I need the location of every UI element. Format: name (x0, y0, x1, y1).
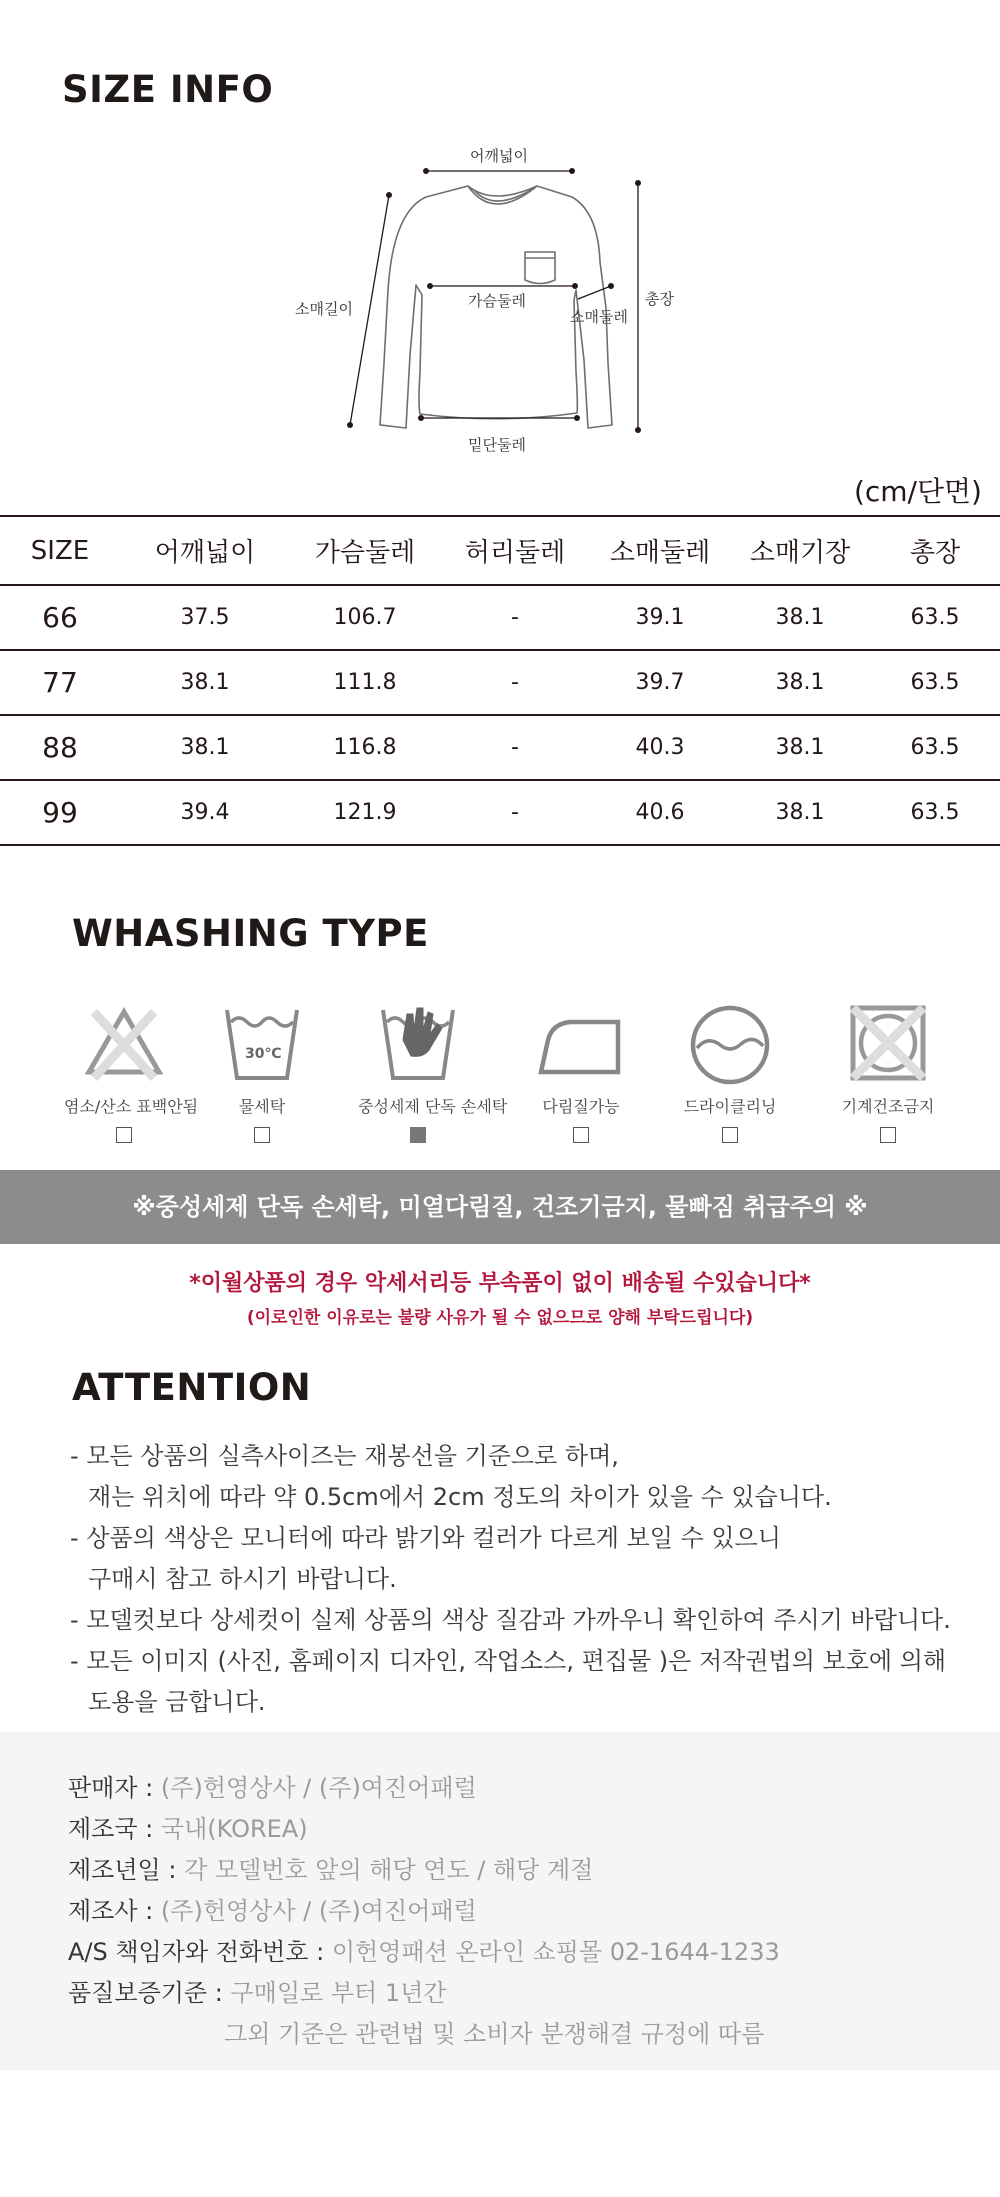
wash-label: 드라이클리닝 (683, 1097, 777, 1116)
wash-item-no-bleach (64, 1000, 199, 1143)
cell-sleeve-length: 38.1 (730, 780, 870, 845)
no-tumble-dry-icon (843, 1000, 933, 1090)
cell-total-length: 63.5 (870, 585, 1000, 650)
diagram-label-chest: 가슴둘레 (468, 292, 526, 310)
wash-label: 염소/산소 표백안됨 (64, 1097, 199, 1116)
washing-title: WHASHING TYPE (72, 912, 429, 955)
cell-chest: 106.7 (290, 585, 440, 650)
diagram-label-shoulder: 어깨넓이 (470, 147, 528, 165)
wash-item-water-wash (202, 1000, 322, 1143)
info-seller: 판매자 : (주)헌영상사 / (주)여진어패럴 (68, 1774, 477, 1802)
size-info-title: SIZE INFO (62, 68, 274, 111)
hand-wash-icon (373, 1000, 463, 1090)
cell-size: 99 (0, 780, 120, 845)
info-warranty: 품질보증기준 : 구매일로 부터 1년간 (68, 1979, 447, 2007)
attention-title: ATTENTION (72, 1366, 312, 1409)
cell-waist: - (440, 585, 590, 650)
cell-sleeve-round: 40.6 (590, 780, 730, 845)
attention-line: - 모든 상품의 실측사이즈는 재봉선을 기준으로 하며, (70, 1442, 619, 1470)
garment-pocket (525, 252, 555, 284)
water-wash-30-icon (217, 1000, 307, 1090)
table-row (0, 650, 1000, 715)
cell-sleeve-length: 38.1 (730, 585, 870, 650)
cell-sleeve-length: 38.1 (730, 650, 870, 715)
no-bleach-icon (79, 1000, 169, 1090)
info-other: 그외 기준은 관련법 및 소비자 분쟁해결 규정에 따름 (224, 2020, 765, 2048)
diagram-label-sleeve-round: 소매둘레 (570, 308, 628, 326)
header-shoulder: 어깨넓이 (120, 516, 290, 585)
outlet-notice-sub: (이로인한 이유로는 불량 사유가 될 수 없으므로 양해 부탁드립니다) (246, 1308, 754, 1328)
cell-total-length: 63.5 (870, 715, 1000, 780)
wash-label: 중성세제 단독 손세탁 (358, 1097, 508, 1116)
cell-size: 77 (0, 650, 120, 715)
iron-icon (536, 1000, 626, 1090)
outlet-notice: *이월상품의 경우 악세서리등 부속품이 없이 배송될 수있습니다* (189, 1271, 811, 1296)
cell-waist: - (440, 650, 590, 715)
cell-chest: 111.8 (290, 650, 440, 715)
attention-line: - 모델컷보다 상세컷이 실제 상품의 색상 질감과 가까우니 확인하여 주시기 바랍니다. (70, 1606, 951, 1634)
header-waist: 허리둘레 (440, 516, 590, 585)
cell-waist: - (440, 715, 590, 780)
size-table-header (0, 516, 1000, 585)
cell-chest: 121.9 (290, 780, 440, 845)
diagram-label-sleeve-length: 소매길이 (295, 300, 353, 318)
cell-shoulder: 39.4 (120, 780, 290, 845)
unit-label: (cm/단면) (853, 475, 982, 508)
wash-checkbox (722, 1127, 738, 1143)
info-country: 제조국 : 국내(KOREA) (68, 1815, 308, 1843)
wash-label: 다림질가능 (542, 1097, 620, 1116)
wash-checkbox-checked (410, 1127, 426, 1143)
diagram-label-total-length: 총장 (645, 290, 674, 308)
wash-checkbox (573, 1127, 589, 1143)
cell-size: 88 (0, 715, 120, 780)
wash-temperature: 30℃ (245, 1046, 282, 1062)
cell-chest: 116.8 (290, 715, 440, 780)
attention-line: 재는 위치에 따라 약 0.5cm에서 2cm 정도의 차이가 있을 수 있습니다. (88, 1483, 832, 1511)
cell-sleeve-round: 39.1 (590, 585, 730, 650)
table-row (0, 715, 1000, 780)
attention-line: - 상품의 색상은 모니터에 따라 밝기와 컬러가 다르게 보일 수 있으니 (70, 1524, 781, 1552)
cell-sleeve-round: 40.3 (590, 715, 730, 780)
wash-item-no-tumble-dry (828, 1000, 948, 1143)
wash-label: 기계건조금지 (841, 1097, 935, 1116)
cell-sleeve-length: 38.1 (730, 715, 870, 780)
attention-line: - 모든 이미지 (사진, 홈페이지 디자인, 작업소스, 편집물 )은 저작권법의 보호에 의해 (70, 1647, 947, 1675)
cell-sleeve-round: 39.7 (590, 650, 730, 715)
cell-shoulder: 38.1 (120, 650, 290, 715)
care-banner: ※중성세제 단독 손세탁, 미열다림질, 건조기금지, 물빠짐 취급주의 ※ (0, 1170, 1000, 1244)
wash-checkbox (254, 1127, 270, 1143)
diagram-label-hem: 밑단둘레 (468, 436, 526, 454)
wash-label: 물세탁 (238, 1097, 286, 1116)
wash-item-dry-clean (670, 1000, 790, 1143)
wash-checkbox (116, 1127, 132, 1143)
header-sleeve-length: 소매기장 (730, 516, 870, 585)
header-sleeve-round: 소매둘레 (590, 516, 730, 585)
info-manufacturer: 제조사 : (주)헌영상사 / (주)여진어패럴 (68, 1897, 477, 1925)
cell-size: 66 (0, 585, 120, 650)
seller-info-box (0, 1732, 1000, 2070)
cell-total-length: 63.5 (870, 780, 1000, 845)
size-table (0, 515, 1000, 846)
attention-line: 구매시 참고 하시기 바랍니다. (88, 1565, 397, 1593)
wash-item-hand-wash (358, 1000, 508, 1143)
wash-checkbox (880, 1127, 896, 1143)
header-chest: 가슴둘레 (290, 516, 440, 585)
header-total-length: 총장 (870, 516, 1000, 585)
attention-line: 도용을 금합니다. (88, 1688, 266, 1716)
table-row (0, 585, 1000, 650)
info-as-contact: A/S 책임자와 전화번호 : 이헌영패션 온라인 쇼핑몰 02-1644-1233 (68, 1938, 780, 1966)
info-date: 제조년일 : 각 모델번호 앞의 해당 연도 / 해당 계절 (68, 1856, 594, 1884)
cell-shoulder: 37.5 (120, 585, 290, 650)
dry-clean-icon (685, 1000, 775, 1090)
cell-shoulder: 38.1 (120, 715, 290, 780)
cell-total-length: 63.5 (870, 650, 1000, 715)
cell-waist: - (440, 780, 590, 845)
header-size: SIZE (0, 516, 120, 585)
table-row (0, 780, 1000, 845)
wash-item-iron (521, 1000, 641, 1143)
